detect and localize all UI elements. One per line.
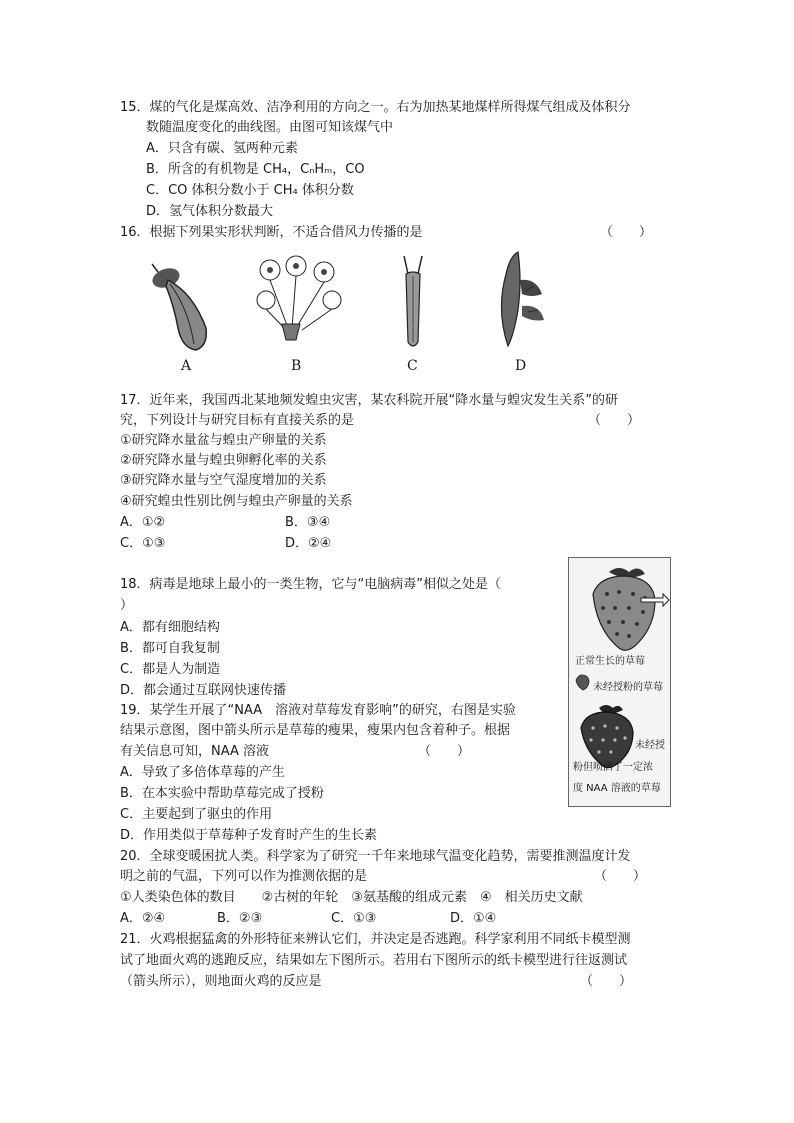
q17-stem-line2: 究，下列设计与研究目标有直接关系的是: [120, 413, 355, 428]
q15-option-c: C．CO 体积分数小于 CH₄ 体积分数: [146, 183, 354, 198]
q19-stem-line1: 19．某学生开展了“NAA 溶液对草莓发育影响”的研究，右图是实验: [120, 703, 516, 718]
q17-option-a: A．①②: [120, 515, 166, 530]
normal-strawberry-caption: 正常生长的草莓: [575, 656, 645, 667]
q17-item-3: ③研究降水量与空气湿度增加的关系: [120, 473, 327, 488]
q17-stem-line1: 17．近年来，我国西北某地频发蝗虫灾害，某农科院开展“降水量与蝗灾发生关系”的研: [120, 393, 619, 408]
q17-option-d: D．②④: [285, 536, 332, 551]
q20-answer-paren: （ ）: [594, 869, 647, 884]
q18-option-b: B．都可自我复制: [120, 641, 220, 656]
q20-option-a: A．②④: [120, 911, 166, 926]
q20-option-b: B．②③: [217, 911, 263, 926]
naa-strawberry-caption-line2: 粉但喷洒了一定浓: [573, 762, 653, 773]
q16-label-c: C: [407, 358, 418, 374]
unpollinated-strawberry-caption: 未经授粉的草莓: [593, 682, 663, 693]
q17-item-4: ④研究蝗虫性别比例与蝗虫产卵量的关系: [120, 494, 353, 509]
q21-stem-line2: 试了地面火鸡的逃跑反应，结果如左下图所示。若用右下图所示的纸卡模型进行往返测试: [120, 953, 628, 968]
q15-stem-line2: 数随温度变化的曲线图。由图可知该煤气中: [146, 120, 394, 135]
q21-stem-line3: （箭头所示），则地面火鸡的反应是: [120, 974, 322, 989]
q15-option-b: B．所含的有机物是 CH₄，CₙHₘ，CO: [146, 162, 365, 177]
q17-item-1: ①研究降水量盆与蝗虫产卵量的关系: [120, 433, 327, 448]
naa-strawberry-caption-line1: 未经授: [635, 740, 665, 751]
q18-stem-line1: 18．病毒是地球上最小的一类生物，它与“电脑病毒”相似之处是（: [120, 577, 502, 592]
q19-option-d: D．作用类似于草莓种子发育时产生的生长素: [120, 828, 378, 843]
q20-items: ①人类染色体的数目 ②古树的年轮 ③氨基酸的组成元素 ④ 相关历史文献: [120, 890, 583, 905]
q15-option-a: A．只含有碳、氢两种元素: [146, 141, 298, 156]
q17-answer-paren: （ ）: [588, 413, 641, 428]
normal-strawberry-drawing: [579, 564, 669, 656]
q17-option-c: C．①③: [120, 536, 166, 551]
q21-stem-line1: 21．火鸡根据猛禽的外形特征来辨认它们，并决定是否逃跑。科学家利用不同纸卡模型测: [120, 932, 631, 947]
q19-stem-line2: 结果示意图，图中箭头所示是草莓的瘦果，瘦果内包含着种子。根据: [120, 723, 511, 738]
q19-option-c: C．主要起到了驱虫的作用: [120, 807, 273, 822]
q20-stem-line2: 明之前的气温，下列可以作为推测依据的是: [120, 869, 368, 884]
q20-stem-line1: 20．全球变暖困扰人类。科学家为了研究一千年来地球气温变化趋势，需要推测温度计发: [120, 849, 631, 864]
split-pod-drawing: [492, 250, 552, 350]
q19-stem-line3: 有关信息可知，NAA 溶液: [120, 744, 270, 759]
q19-option-b: B．在本实验中帮助草莓完成了授粉: [120, 786, 324, 801]
q16-stem: 16．根据下列果实形状判断，不适合借风力传播的是: [120, 225, 423, 240]
q16-label-d: D: [515, 358, 527, 374]
q20-option-c: C．①③: [331, 911, 377, 926]
q19-option-a: A．导致了多倍体草莓的产生: [120, 765, 285, 780]
q16-label-b: B: [291, 358, 302, 374]
q17-item-2: ②研究降水量与蝗虫卵孵化率的关系: [120, 453, 327, 468]
dandelion-seeds-drawing: [252, 258, 352, 343]
q15-option-d: D．氢气体积分数最大: [146, 204, 274, 219]
q20-option-d: D．①④: [450, 911, 497, 926]
q16-answer-paren: （ ）: [600, 225, 653, 240]
q15-stem-line1: 15．煤的气化是煤高效、洁净利用的方向之一。右为加热某地煤样所得煤气组成及体积分: [120, 100, 631, 115]
q18-stem-line2: ）: [120, 598, 134, 613]
q16-label-a: A: [181, 358, 192, 374]
elongated-fruit-drawing: [396, 254, 430, 350]
q17-option-b: B．③④: [285, 515, 331, 530]
q19-answer-paren: （ ）: [418, 744, 471, 759]
naa-strawberry-caption-line3: 度 NAA 溶液的草莓: [573, 783, 661, 794]
q18-option-a: A．都有细胞结构: [120, 620, 220, 635]
q18-option-d: D．都会通过互联网快速传播: [120, 683, 287, 698]
q18-option-c: C．都是人为制造: [120, 662, 221, 677]
strawberry-figure: [568, 557, 671, 807]
samara-fruit-drawing: [148, 258, 218, 358]
q21-answer-paren: （ ）: [580, 974, 633, 989]
unpollinated-strawberry-drawing: [573, 672, 593, 692]
